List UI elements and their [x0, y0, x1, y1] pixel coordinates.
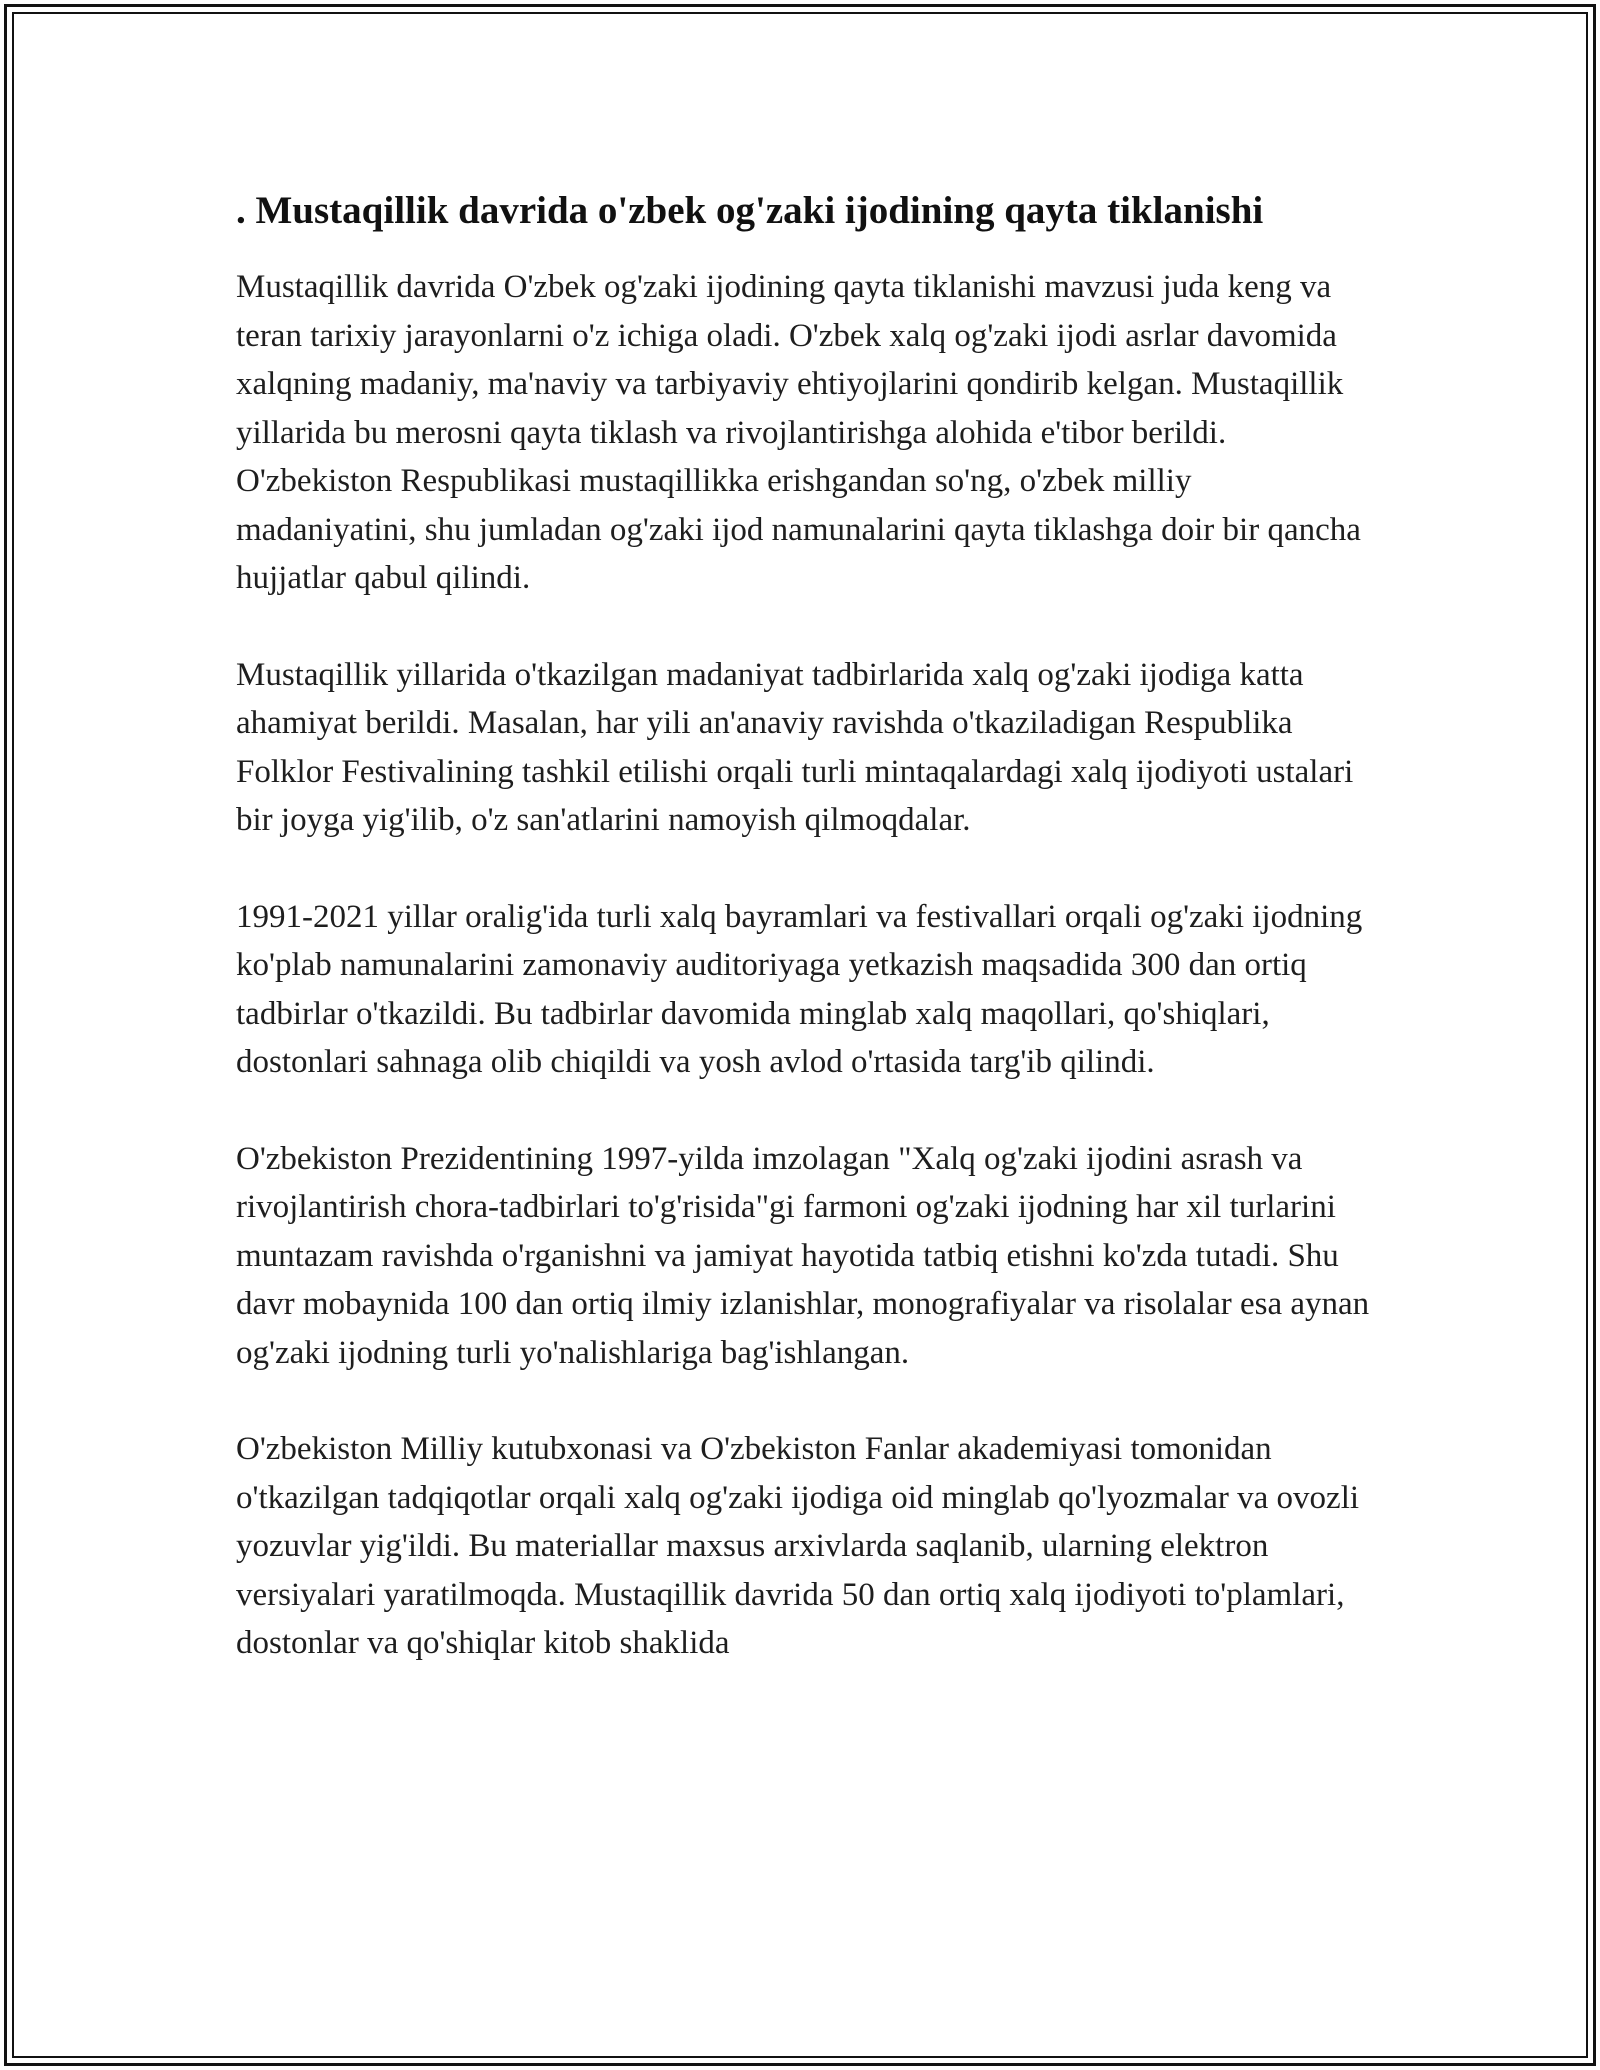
- paragraph-3: 1991-2021 yillar oralig'ida turli xalq bayramlari va festivallari orqali og'zaki ijodning ko'plab namunalarini zamonaviy auditoriyaga yetkazish maqsadida 300 dan ortiq tadbirlar o'tkazildi. Bu tadbirlar davomida minglab xalq maqollari, qo'shiqlari, dostonlari sahnaga olib chiqildi va yosh avlod o'rtasida targ'ib qilindi.: [236, 898, 1363, 1080]
- paragraph-2: Mustaqillik yillarida o'tkazilgan madaniyat tadbirlarida xalq og'zaki ijodiga katta ahamiyat berildi. Masalan, har yili an'anaviy ravishda o'tkaziladigan Respublika Folklor Festivalining tashkil etilishi orqali turli mintaqalardagi xalq ijodiyoti ustalari bir joyga yig'ilib, o'z san'atlarini namoyish qilmoqdalar.: [236, 656, 1354, 838]
- page-title: . Mustaqillik davrida o'zbek og'zaki ijodining qayta tiklanishi: [236, 189, 1264, 232]
- paragraph-5: O'zbekiston Milliy kutubxonasi va O'zbekiston Fanlar akademiyasi tomonidan o'tkazilgan tadqiqotlar orqali xalq og'zaki ijodiga oid minglab qo'lyozmalar va ovozli yozuvlar yig'ildi. Bu materiallar maxsus arxivlarda saqlanib, ularning elektron versiyalari yaratilmoqda. Mustaqillik davrida 50 dan ortiq xalq ijodiyoti to'plamlari, dostonlar va qo'shiqlar kitob shaklida: [236, 1431, 1360, 1661]
- paragraph-1: Mustaqillik davrida O'zbek og'zaki ijodining qayta tiklanishi mavzusi juda keng va teran tarixiy jarayonlarni o'z ichiga oladi. O'zbek xalq og'zaki ijodi asrlar davomida xalqning madaniy, ma'naviy va tarbiyaviy ehtiyojlarini qondirib kelgan. Mustaqillik yillarida bu merosni qayta tiklash va rivojlantirishga alohida e'tibor berildi. O'zbekiston Respublikasi mustaqillikka erishgandan so'ng, o'zbek milliy madaniyatini, shu jumladan og'zaki ijod namunalarini qayta tiklashga doir bir qancha hujjatlar qabul qilindi.: [236, 269, 1361, 596]
- document-body: [236, 186, 1376, 1668]
- paragraph-4: O'zbekiston Prezidentining 1997-yilda imzolagan "Xalq og'zaki ijodini asrash va rivojlantirish chora-tadbirlari to'g'risida"gi farmoni og'zaki ijodning har xil turlarini muntazam ravishda o'rganishni va jamiyat hayotida tatbiq etishni ko'zda tutadi. Shu davr mobaynida 100 dan ortiq ilmiy izlanishlar, monografiyalar va risolalar esa aynan og'zaki ijodning turli yo'nalishlariga bag'ishlangan.: [236, 1140, 1370, 1371]
